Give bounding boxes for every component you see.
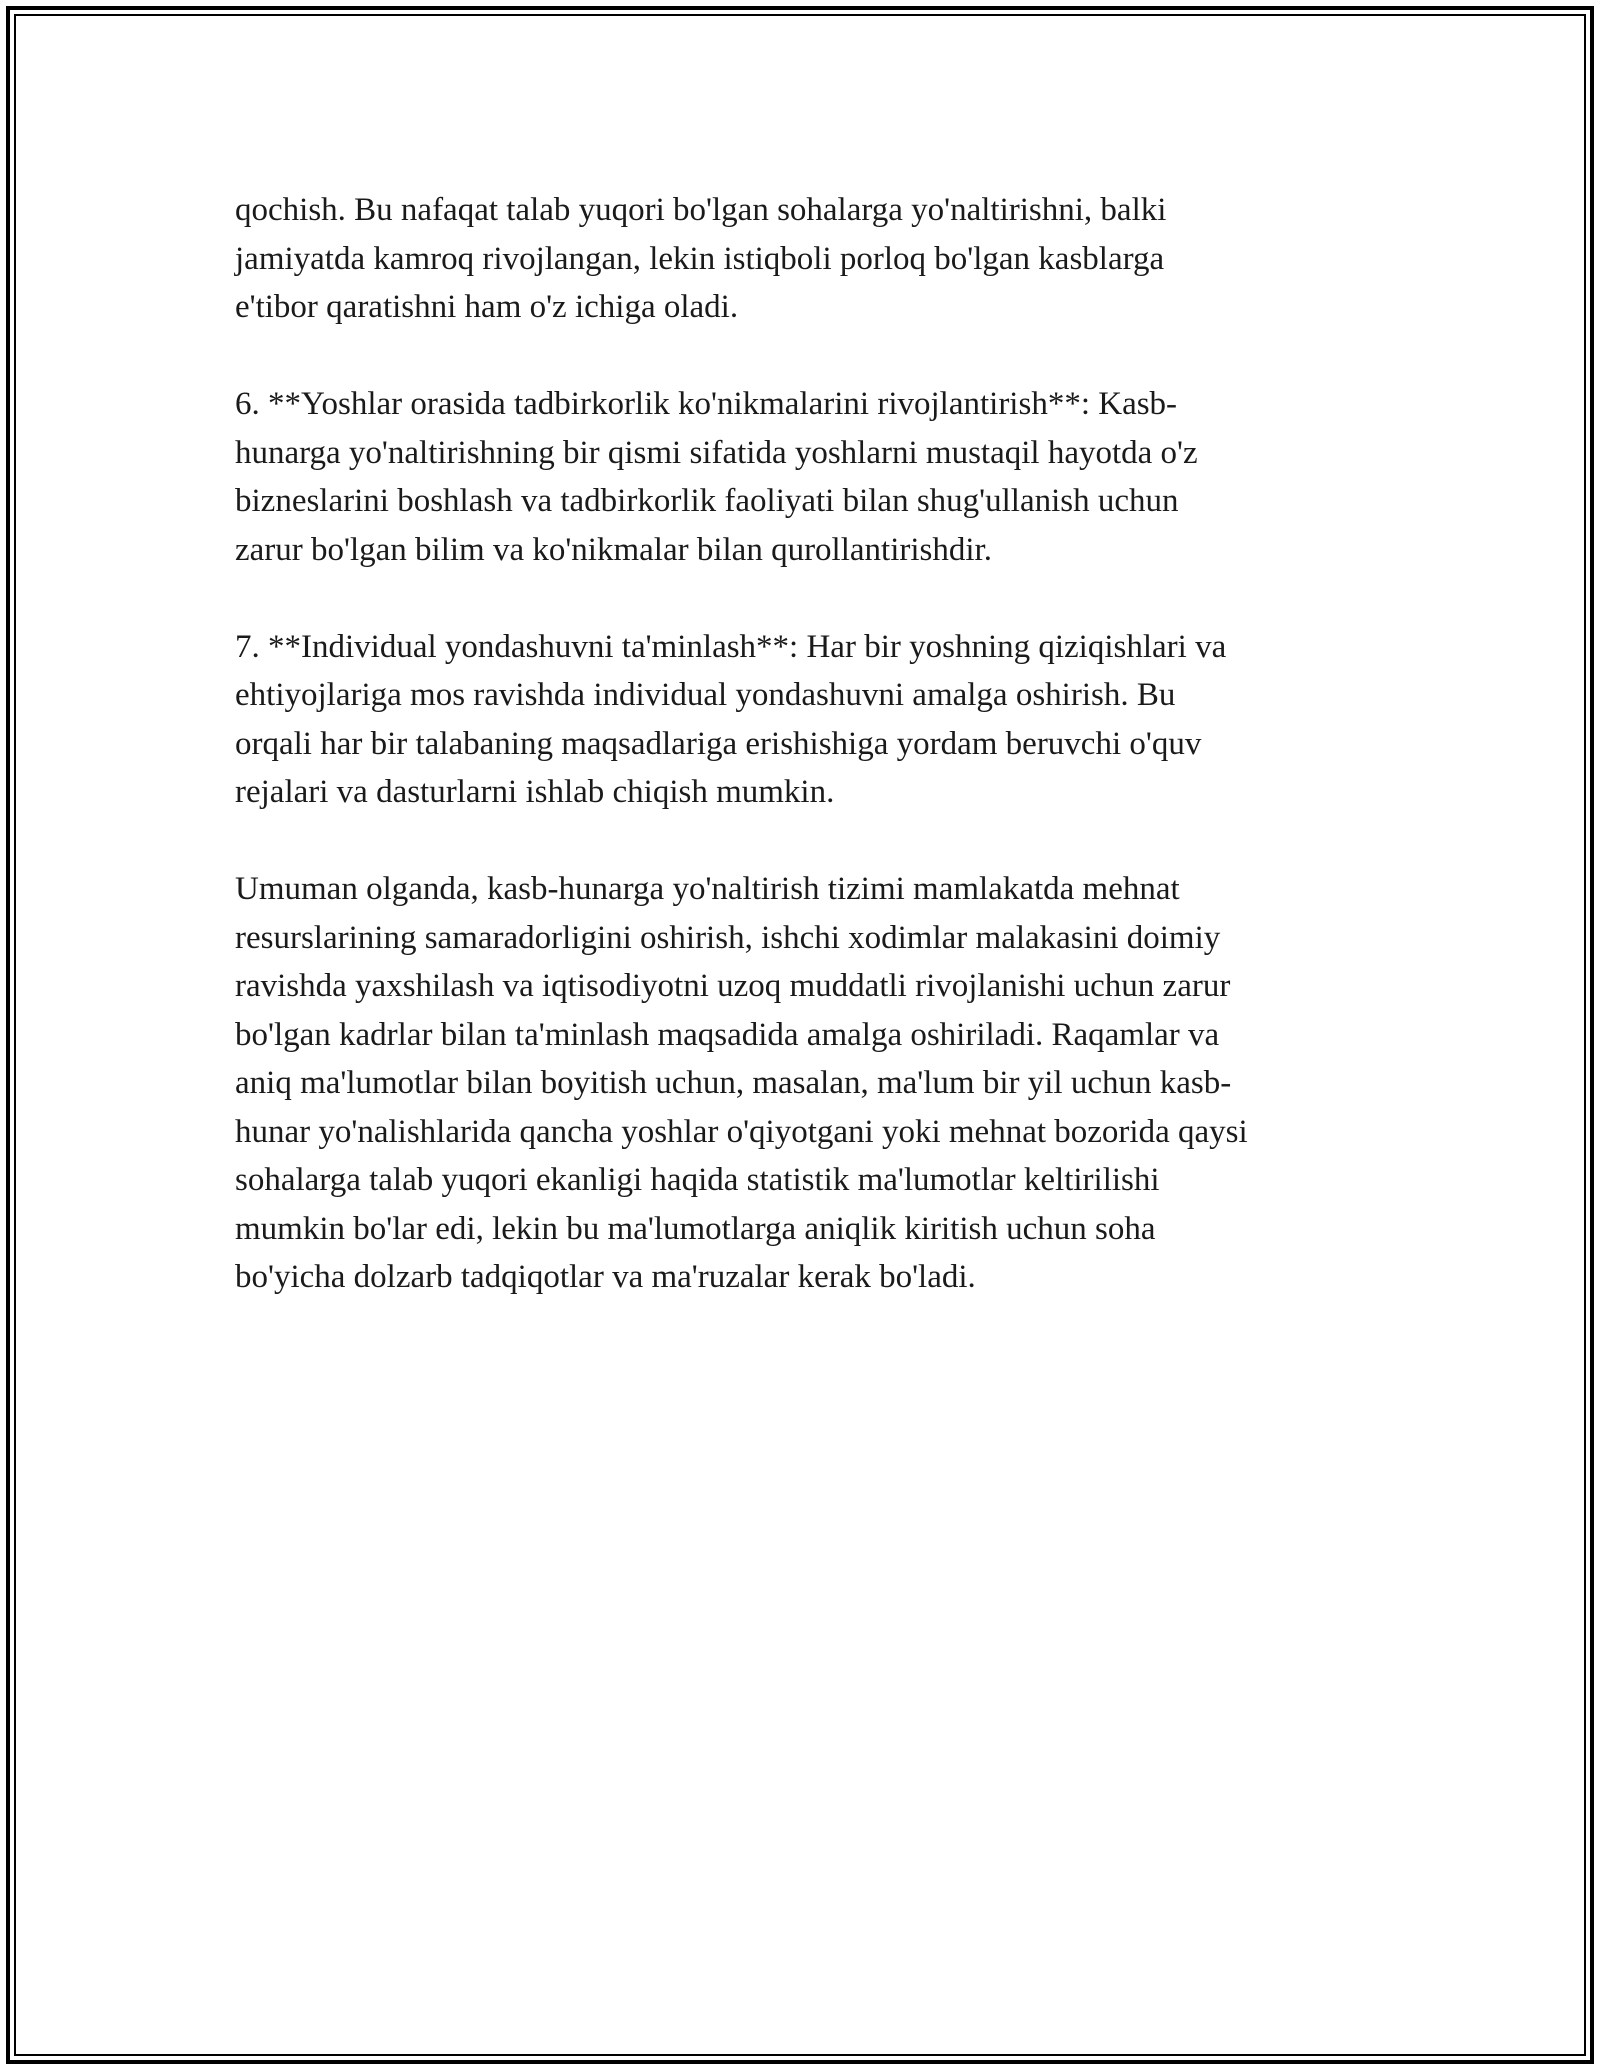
text-line: hunarga yo'naltirishning bir qismi sifatida yoshlarni mustaqil hayotda o'z: [235, 434, 1198, 471]
text-line: 7. **Individual yondashuvni ta'minlash**: Har bir yoshning qiziqishlari va: [235, 628, 1227, 665]
text-line: orqali har bir talabaning maqsadlariga erishishiga yordam beruvchi o'quv: [235, 725, 1202, 762]
text-line: bo'yicha dolzarb tadqiqotlar va ma'ruzalar kerak bo'ladi.: [235, 1259, 976, 1295]
text-line: resurslarining samaradorligini oshirish, ishchi xodimlar malakasini doimiy: [235, 919, 1221, 956]
paragraph-item-7: [235, 623, 1385, 817]
text-line: qochish. Bu nafaqat talab yuqori bo'lgan sohalarga yo'naltirishni, balki: [235, 192, 1167, 228]
text-line: aniq ma'lumotlar bilan boyitish uchun, masalan, ma'lum bir yil uchun kasb-: [235, 1065, 1232, 1101]
text-line: 6. **Yoshlar orasida tadbirkorlik ko'nikmalarini rivojlantirish**: Kasb-: [235, 386, 1178, 422]
text-line: jamiyatda kamroq rivojlangan, lekin istiqboli porloq bo'lgan kasblarga: [235, 240, 1165, 277]
paragraph-continuation: [235, 186, 1385, 332]
text-line: ehtiyojlariga mos ravishda individual yondashuvni amalga oshirish. Bu: [235, 677, 1176, 713]
text-line: rejalari va dasturlarni ishlab chiqish mumkin.: [235, 774, 835, 810]
paragraph-conclusion: [235, 865, 1385, 1302]
document-body: [235, 186, 1385, 1350]
text-line: zarur bo'lgan bilim va ko'nikmalar bilan qurollantirishdir.: [235, 531, 992, 568]
text-line: bo'lgan kadrlar bilan ta'minlash maqsadida amalga oshiriladi. Raqamlar va: [235, 1016, 1220, 1053]
text-line: sohalarga talab yuqori ekanligi haqida statistik ma'lumotlar keltirilishi: [235, 1162, 1160, 1198]
text-line: mumkin bo'lar edi, lekin bu ma'lumotlarga aniqlik kiritish uchun soha: [235, 1210, 1156, 1247]
paragraph-item-6: [235, 380, 1385, 574]
text-line: Umuman olganda, kasb-hunarga yo'naltirish tizimi mamlakatda mehnat: [235, 871, 1180, 907]
text-line: ravishda yaxshilash va iqtisodiyotni uzoq muddatli rivojlanishi uchun zarur: [235, 968, 1231, 1004]
text-line: bizneslarini boshlash va tadbirkorlik faoliyati bilan shug'ullanish uchun: [235, 483, 1179, 519]
text-line: hunar yo'nalishlarida qancha yoshlar o'qiyotgani yoki mehnat bozorida qaysi: [235, 1113, 1248, 1150]
text-line: e'tibor qaratishni ham o'z ichiga oladi.: [235, 289, 739, 325]
